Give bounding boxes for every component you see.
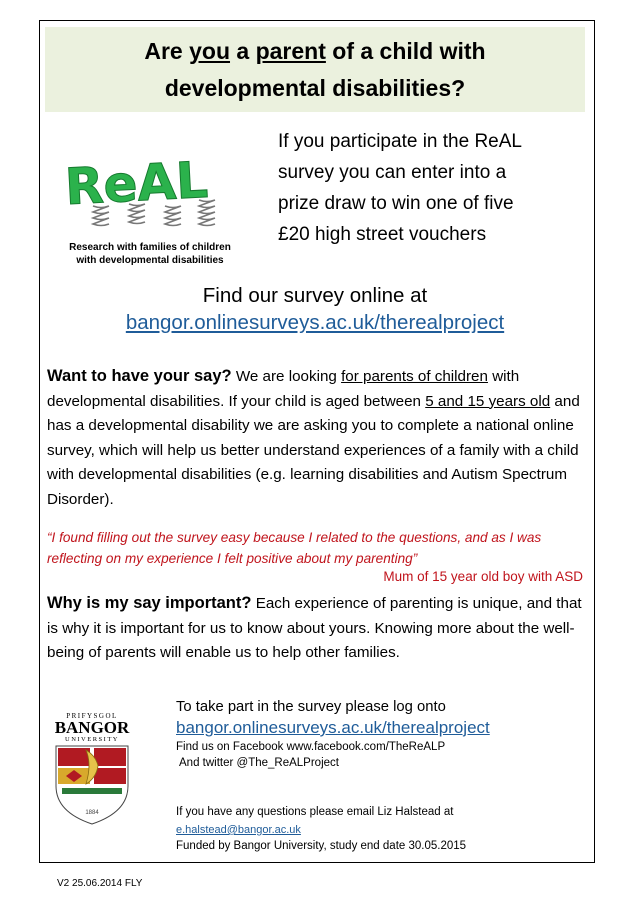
- why-important: Why is my say important? Each experience of parenting is unique, and that is why it is important for us to know about yours. Knowing more about the well-being of parents will enable us to help other families.: [47, 594, 582, 661]
- logo-caption-1: Research with families of children: [69, 242, 231, 253]
- take-part-text: To take part in the survey please log onto: [176, 699, 446, 715]
- svg-text:PRIFYSGOL: PRIFYSGOL: [66, 712, 118, 720]
- have-your-say-heading: Want to have your say?: [47, 367, 232, 385]
- svg-text:1884: 1884: [85, 810, 99, 816]
- bangor-university-logo: [48, 710, 136, 826]
- parent-quote: “I found filling out the survey easy because I related to the questions, and as I was reflecting on my experience I felt positive about my parenting”: [47, 530, 542, 566]
- version-footer: V2 25.06.2014 FLY: [57, 878, 143, 889]
- find-survey: [40, 283, 590, 337]
- svg-text:UNIVERSITY: UNIVERSITY: [65, 736, 119, 743]
- logo-caption-2: with developmental disabilities: [76, 255, 224, 266]
- title-line-1: Are you a parent of a child with: [144, 38, 486, 64]
- have-your-say: Want to have your say? We are looking for parents of children with developmental disabilities. If your child is aged between 5 and 15 years old and has a developmental disability we are asking you to complete a national online survey, which will help us better understand experiences of a family with a child with developmental disabilities (e.g. learning disabilities and Autism Spectrum Disorder).: [47, 367, 580, 508]
- facebook-text: Find us on Facebook www.facebook.com/TheReALP: [176, 741, 446, 753]
- title-line-2: developmental disabilities?: [164, 75, 466, 101]
- quote-attribution: Mum of 15 year old boy with ASD: [383, 569, 583, 584]
- crest-icon: [56, 746, 128, 824]
- funding-text: Funded by Bangor University, study end date 30.05.2015: [176, 840, 467, 852]
- contact-text: If you have any questions please email Liz Halstead at: [176, 806, 454, 818]
- logo-text: ReAL: [63, 150, 210, 217]
- contact-email-link[interactable]: e.halstead@bangor.ac.uk: [176, 824, 301, 836]
- take-part-survey-link[interactable]: bangor.onlinesurveys.ac.uk/therealproject: [176, 718, 490, 737]
- twitter-text: And twitter @The_ReALProject: [179, 757, 339, 769]
- survey-link[interactable]: bangor.onlinesurveys.ac.uk/therealproject: [125, 311, 505, 334]
- take-part: [176, 697, 576, 771]
- find-survey-title: Find our survey online at: [202, 284, 428, 307]
- contact: [176, 804, 576, 854]
- prize-text: If you participate in the ReAL survey you can enter into a prize draw to win one of five £20 high street vouchers: [278, 131, 522, 245]
- svg-text:BANGOR: BANGOR: [54, 718, 130, 737]
- why-important-heading: Why is my say important?: [47, 594, 252, 612]
- page-title: [45, 27, 585, 112]
- real-logo: [57, 144, 243, 274]
